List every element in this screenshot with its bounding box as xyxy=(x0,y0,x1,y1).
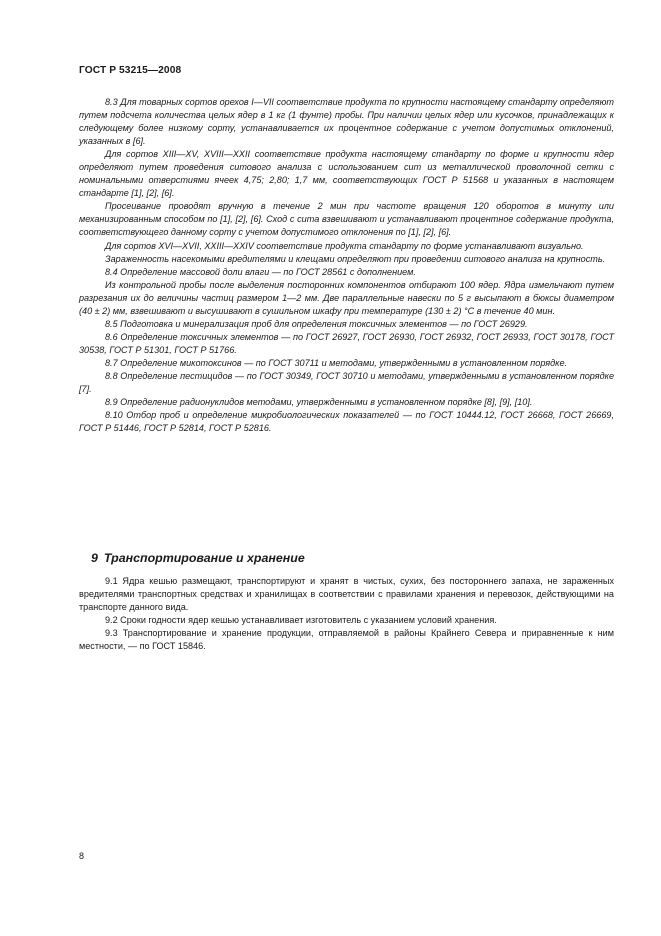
paragraph-8-3: 8.3 Для товарных сортов орехов I—VII соответствие продукта по крупности настоящему стандарту определяют путем подсчета количества целых ядер в 1 кг (1 фунте) пробы. При наличии целых ядер или кусочков, принадлежащих к следующему более низкому сорту, устанавливается их процентное содержание с учетом допустимых отклонений, указанных в [6]. xyxy=(79,97,614,147)
page-number: 8 xyxy=(79,851,85,861)
paragraph-8-8: 8.8 Определение пестицидов — по ГОСТ 30349, ГОСТ 30710 и методами, утвержденными в установленном порядке [7]. xyxy=(79,370,614,395)
paragraph-8-10: 8.10 Отбор проб и определение микробиологических показателей — по ГОСТ 10444.12, ГОСТ 26668, ГОСТ 26669, ГОСТ Р 51446, ГОСТ Р 52814, ГОСТ Р 52816. xyxy=(79,410,614,434)
paragraph-sorts-xvi-xxiv: Для сортов XVI—XVII, XXIII—XXIV соответствие продукта стандарту по форме устанавливают визуально. xyxy=(105,240,584,251)
document-header: ГОСТ Р 53215—2008 xyxy=(79,65,182,76)
section-9-number: 9 xyxy=(91,551,98,565)
paragraph-8-6: 8.6 Определение токсичных элементов — по ГОСТ 26927, ГОСТ 26930, ГОСТ 26932, ГОСТ 26933, ГОСТ 30178, ГОСТ 30538, ГОСТ Р 51301, ГОСТ Р 51766. xyxy=(79,331,614,355)
paragraph-sorts-xiii-xxii: Для сортов XIII—XV, XVIII—XXII соответствие продукта настоящему стандарту по форме и крупности ядер определяют путем проведения ситового анализа с использованием сит из металлической проволочной сетки с номинальными отверстиями ячеек 4,75; 2,80; 1,7 мм, соответствующих ГОСТ Р 51568 и указанных в настоящем стандарте [1], [2], [6]. xyxy=(79,149,614,199)
section-9-heading xyxy=(79,551,614,565)
paragraph-moisture-method: Из контрольной пробы после выделения посторонних компонентов отбирают 100 ядер. Ядра измельчают путем разрезания их до величины частиц размером 1—2 мм. Две параллельные навески по 5 г высыпают в бюксы диаметром (40 ± 2) мм, взвешивают и высушивают в сушильном шкафу при температуре (130 ± 2) °С в течение 40 мин. xyxy=(79,279,614,316)
section-9-body xyxy=(79,575,614,653)
paragraph-sieving: Просеивание проводят вручную в течение 2 мин при частоте вращения 120 оборотов в минуту или механизированным способом по [1], [2], [6]. Сход с сита взвешивают и устанавливают процентное содержание продукта, соответствующего данному сорту с учетом допустимого отклонения по [1], [2], [6]. xyxy=(79,201,614,238)
section-9-title: Транспортирование и хранение xyxy=(103,551,305,565)
paragraph-9-3: 9.3 Транспортирование и хранение продукции, отправляемой в районы Крайнего Севера и приравненные к ним местности, — по ГОСТ 15846. xyxy=(79,628,614,652)
paragraph-8-9: 8.9 Определение радионуклидов методами, утвержденными в установленном порядке [8], [9], [10]. xyxy=(105,397,533,408)
paragraph-8-5: 8.5 Подготовка и минерализация проб для определения токсичных элементов — по ГОСТ 26929. xyxy=(105,318,528,329)
paragraph-8-7: 8.7 Определение микотоксинов — по ГОСТ 30711 и методами, утвержденными в установленном порядке. xyxy=(105,357,568,368)
paragraph-infestation: Зараженность насекомыми вредителями и клещами определяют при проведении ситового анализа на крупность. xyxy=(105,253,606,264)
paragraph-8-4: 8.4 Определение массовой доли влаги — по ГОСТ 28561 с дополнением. xyxy=(105,266,416,277)
paragraph-9-2: 9.2 Сроки годности ядер кешью устанавливает изготовитель с указанием условий хранения. xyxy=(105,615,497,626)
section-8-body xyxy=(79,96,614,435)
paragraph-9-1: 9.1 Ядра кешью размещают, транспортируют и хранят в чистых, сухих, без постороннего запаха, не зараженных вредителями транспортных средствах и хранилищах в соответствии с правилами хранения и перевозок, действующими на транспорте данного вида. xyxy=(79,576,614,613)
